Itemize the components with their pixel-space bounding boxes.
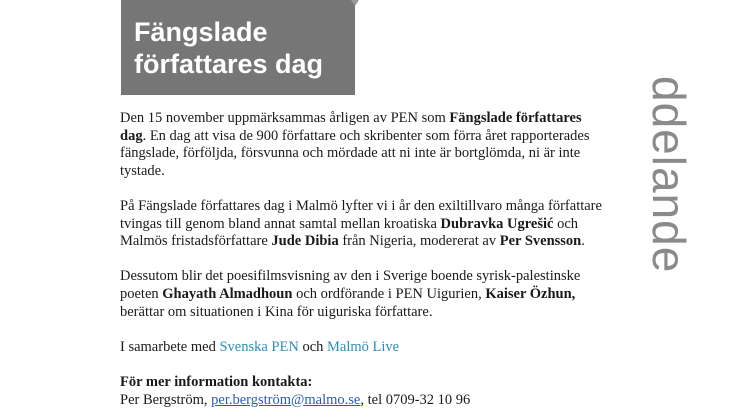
title-banner	[121, 0, 355, 95]
banner-title	[134, 16, 323, 80]
paragraph-program	[120, 198, 610, 251]
text: På Fängslade författares dag i Malmö lyfter vi i år den exiltillvaro många författare tvingas till genom bland annat samtal mellan kroatiska	[120, 197, 602, 232]
banner-title-line-2: författares dag	[134, 49, 324, 79]
text: och Malmös fristadsförfattare	[120, 215, 579, 250]
text: och ordförande i PEN Uigurien,	[292, 285, 486, 302]
contact-phone: , tel 0709-32 10 96	[360, 391, 471, 408]
banner-notch	[351, 0, 359, 6]
text: Den 15 november uppmärksammas årligen av PEN som	[120, 110, 450, 126]
paragraph-intro	[120, 110, 610, 180]
text: berättar om situationen i Kina för uiguriska författare.	[120, 303, 433, 320]
text: . En dag att visa de 900 författare och skribenter som förra året rapporterades fängslade, förföljda, försvunna och mördade att ni inte är bortglömda, ni är inte tystade.	[120, 127, 590, 179]
person-name: Ghayath Almadhoun	[162, 285, 293, 302]
contact-heading: För mer information kontakta:	[120, 373, 313, 390]
contact-name: Per Bergström,	[120, 391, 212, 408]
text: I samarbete med	[120, 338, 220, 355]
banner-title-line-1: Fängslade	[134, 17, 268, 47]
text: Dessutom blir det poesifilmsvisning av den i Sverige boende syrisk-palestinske poeten	[120, 268, 581, 302]
person-name: Kaiser Özhun,	[485, 285, 576, 302]
person-name: Dubravka Ugrešić	[440, 215, 554, 232]
svenska-pen-link[interactable]: Svenska PEN	[219, 338, 299, 355]
text: från Nigeria, modererat av	[338, 233, 500, 250]
malmo-live-link[interactable]: Malmö Live	[327, 338, 400, 355]
person-name: Per Svensson	[499, 233, 582, 250]
contact-block	[120, 374, 610, 409]
paragraph-poetry	[120, 268, 610, 321]
press-release-body	[120, 110, 610, 409]
event-name: Fängslade författares dag	[120, 110, 582, 144]
vertical-side-word: ddelande	[643, 76, 695, 274]
contact-email-link[interactable]: per.bergström@malmo.se	[211, 391, 361, 408]
text: och	[298, 338, 327, 355]
person-name: Jude Dibia	[271, 233, 339, 250]
text: .	[581, 233, 585, 250]
paragraph-partners	[120, 339, 610, 357]
